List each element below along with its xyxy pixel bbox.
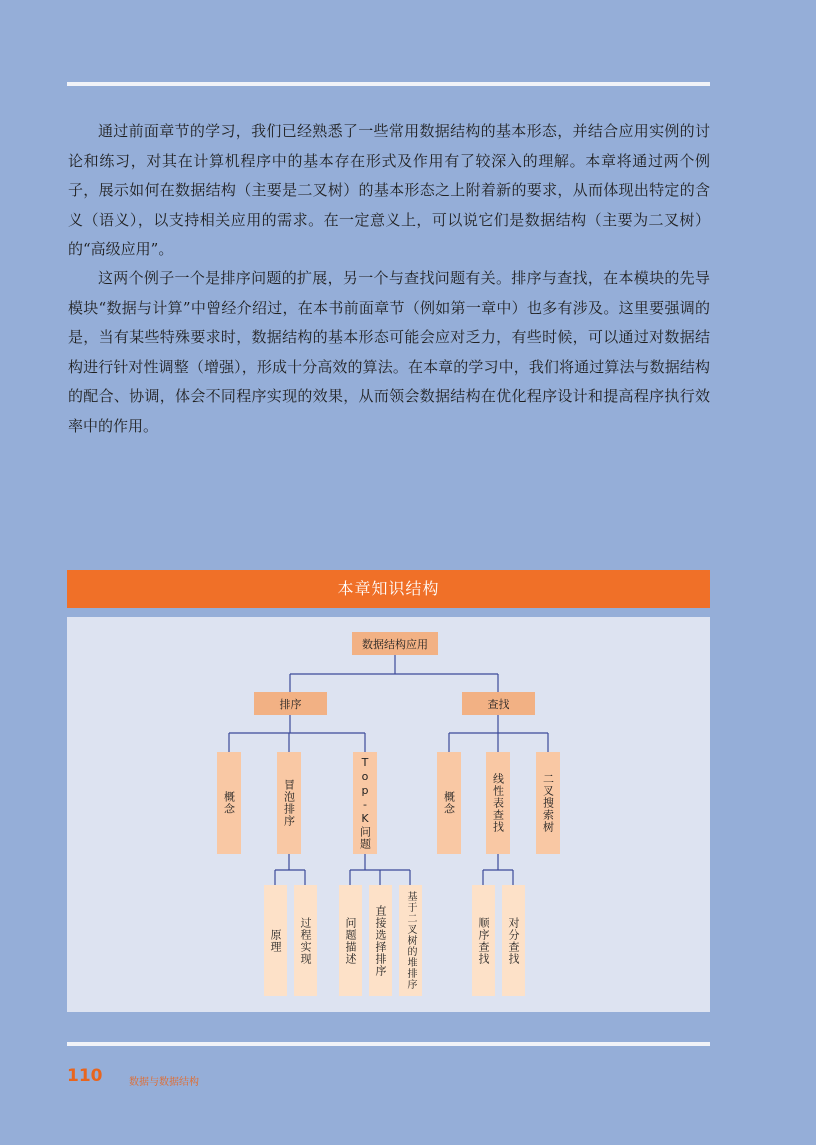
node-search: 查找 [462,692,535,715]
paragraph-2: 这两个例子一个是排序问题的扩展，另一个与查找问题有关。排序与查找，在本模块的先导模块“数据与计算”中曾经介绍过，在本书前面章节（例如第一章中）也多有涉及。这里要强调的是，当有某些特殊要求时，数据结构的基本形态可能会应对乏力，有些时候，可以通过对数据结构进行针对性调整（增强），形成十分高效的算法。在本章的学习中，我们将通过算法与数据结构的配合、协调，体会不同程序实现的效果，从而领会数据结构在优化程序设计和提高程序执行效率中的作用。 [68,269,710,435]
node-linear-search: 线性表查找 [486,752,510,854]
top-rule [67,82,710,86]
node-bubble-sort: 冒泡排序 [277,752,301,854]
page-number: 110 [67,1066,103,1086]
node-process: 过程实现 [294,885,317,996]
node-binary-search: 对分查找 [502,885,525,996]
node-bst: 二叉搜索树 [536,752,560,854]
node-sequential-search: 顺序查找 [472,885,495,996]
paragraph-1: 通过前面章节的学习，我们已经熟悉了一些常用数据结构的基本形态，并结合应用实例的讨论和练习，对其在计算机程序中的基本存在形式及作用有了较深入的理解。本章将通过两个例子，展示如何在数据结构（主要是二叉树）的基本形态之上附着新的要求，从而体现出特定的含义（语义），以支持相关应用的需求。在一定意义上，可以说它们是数据结构（主要为二叉树）的“高级应用”。 [68,122,710,258]
node-search-concept: 概念 [437,752,461,854]
bottom-rule [67,1042,710,1046]
book-title: 数据与数据结构 [129,1077,199,1088]
node-sort: 排序 [254,692,327,715]
node-sort-concept: 概念 [217,752,241,854]
node-heap-sort: 基于二叉树的堆排序 [399,885,422,996]
node-principle: 原理 [264,885,287,996]
knowledge-structure-panel [67,617,710,1012]
node-selection-sort: 直接选择排序 [369,885,392,996]
node-topk: Top-K问题 [353,752,377,854]
node-problem-desc: 问题描述 [339,885,362,996]
knowledge-structure-banner: 本章知识结构 [67,570,710,608]
node-root: 数据结构应用 [352,632,438,655]
